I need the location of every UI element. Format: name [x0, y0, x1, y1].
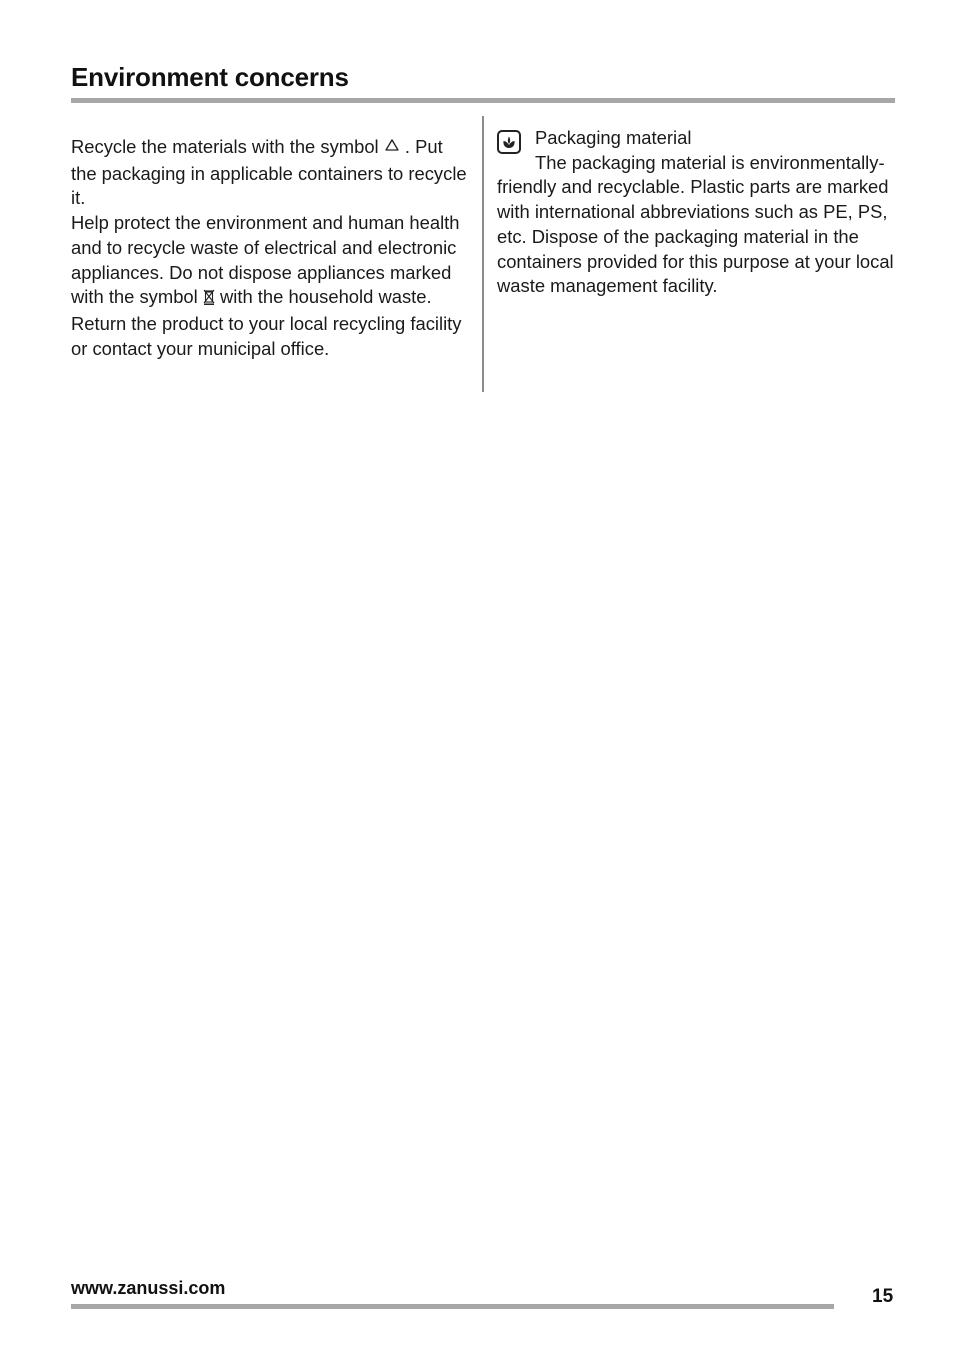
weee-text-end: with the household waste. Return the product to your local recycling facility or contact your municipal office.: [71, 286, 462, 359]
recycle-text-end: . Put the packaging in applicable containers to recycle it.: [71, 136, 467, 209]
page-title: Environment concerns: [71, 62, 349, 92]
packaging-heading: Packaging material: [535, 127, 692, 148]
left-column: [71, 135, 473, 361]
weee-text-start: Help protect the environment and human health and to recycle waste of electrical and electronic appliances. Do not dispose appliances marked with the symbol: [71, 212, 460, 308]
footer-website: www.zanussi.com: [71, 1278, 226, 1298]
recycle-paragraph: [71, 135, 473, 211]
right-column: [497, 126, 897, 299]
weee-paragraph: [71, 211, 473, 361]
packaging-body: The packaging material is environmentally-friendly and recyclable. Plastic parts are marked with international abbreviations such as PE, PS, etc. Dispose of the packaging material in the containers provided for this purpose at your local waste management facility.: [497, 151, 894, 297]
recycle-text-start: Recycle the materials with the symbol: [71, 136, 384, 157]
crossed-out-bin-icon: [203, 287, 215, 312]
title-rule: [71, 98, 895, 103]
packaging-info-icon: [497, 130, 521, 154]
page-number: 15: [872, 1286, 894, 1307]
footer-rule: [71, 1304, 834, 1309]
recycle-icon: [384, 137, 400, 162]
column-divider: [482, 116, 484, 392]
